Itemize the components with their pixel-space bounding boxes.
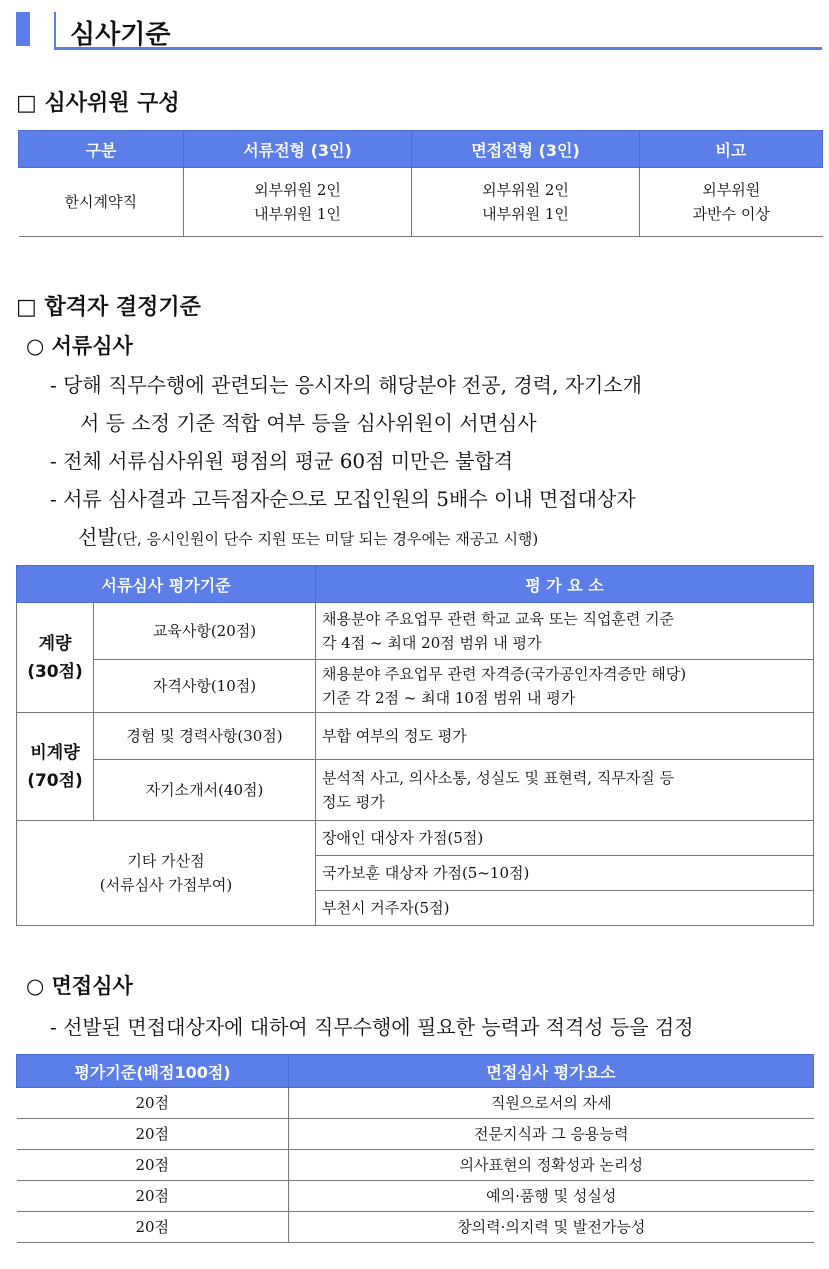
intro-desc-line2: 정도 평가 [322,793,385,811]
interview-table [16,1054,814,1243]
section-heading-criteria: □ 합격자 결정기준 [16,295,201,320]
table-row [17,1119,814,1150]
score-cell: 20점 [17,1150,289,1181]
score-cell: 20점 [17,1181,289,1212]
section-heading-committee: □ 심사위원 구성 [16,91,180,116]
col-header-note: 비고 [640,131,823,168]
item-self-intro-desc [316,760,814,821]
edu-desc-line2: 각 4점 ~ 최대 20점 범위 내 평가 [322,634,542,652]
committee-table-header [19,131,823,168]
cert-desc-line1: 채용분야 주요업무 관련 자격증(국가공인자격증만 해당) [322,665,687,683]
group-quant-label: 계량 [38,633,72,654]
table-row [17,1150,814,1181]
item-self-intro: 자기소개서(40점) [94,760,316,821]
doc-bullet-2: - 전체 서류심사위원 평점의 평균 60점 미만은 불합격 [50,449,514,473]
table-row [17,660,814,713]
int-internal: 내부위원 1인 [482,205,569,223]
intro-desc-line1: 분석적 사고, 의사소통, 성실도 및 표현력, 직무자질 등 [322,769,674,787]
bonus-veteran: 국가보훈 대상자 가점(5~10점) [316,856,814,891]
cell-interview [412,168,640,237]
cell-type: 한시계약직 [19,168,184,237]
cell-doc [184,168,412,237]
bonus-disabled: 장애인 대상자 가점(5점) [316,821,814,856]
table-row [17,821,814,856]
table-row [17,760,814,821]
note-line1: 외부위원 [702,181,761,199]
interview-heading: ○ 면접심사 [26,973,133,998]
interview-bullet: - 선발된 면접대상자에 대하여 직무수행에 필요한 능력과 적격성 등을 검정 [50,1015,694,1039]
doc-bullet-1-line2: 서 등 소정 기준 적합 여부 등을 심사위원이 서면심사 [80,411,537,435]
col-header-elements: 평 가 요 소 [316,566,814,603]
doc-bullet-3-line2 [78,519,538,557]
table-row [17,1212,814,1243]
item-experience-desc: 부합 여부의 정도 평가 [316,713,814,760]
doc-external: 외부위원 2인 [254,181,341,199]
element-cell: 전문지식과 그 응용능력 [289,1119,814,1150]
item-education: 교육사항(20점) [94,603,316,660]
group-nonquant-points: (70점) [27,770,83,791]
element-cell: 의사표현의 정확성과 논리성 [289,1150,814,1181]
bonus-group [17,821,316,926]
doc-criteria-table [16,565,814,926]
note-line2: 과반수 이상 [692,205,770,223]
col-header-interview: 면접전형 (3인) [412,131,640,168]
table-row [17,1181,814,1212]
header-accent-line [54,12,56,49]
bonus-group-label: 기타 가산점 [127,852,205,870]
cell-note [640,168,823,237]
group-nonquant-label: 비계량 [30,742,80,763]
cert-desc-line2: 기준 각 2점 ~ 최대 10점 범위 내 평가 [322,689,576,707]
score-cell: 20점 [17,1212,289,1243]
item-certificate-desc [316,660,814,713]
bonus-resident: 부천시 거주자(5점) [316,891,814,926]
doc-internal: 내부위원 1인 [254,205,341,223]
doc-bullet-3-note: (단, 응시인원이 단수 지원 또는 미달 되는 경우에는 재공고 시행) [116,530,539,548]
edu-desc-line1: 채용분야 주요업무 관련 학교 교육 또는 직업훈련 기준 [322,610,675,628]
col-header-criteria: 서류심사 평가기준 [17,566,316,603]
bonus-group-note: (서류심사 가점부여) [99,876,233,894]
doc-criteria-header [17,566,814,603]
table-row [17,713,814,760]
score-cell: 20점 [17,1119,289,1150]
page-title: 심사기준 [70,20,171,50]
doc-review-heading: ○ 서류심사 [26,333,133,358]
table-row [19,168,823,237]
int-external: 외부위원 2인 [482,181,569,199]
element-cell: 예의·품행 및 성실성 [289,1181,814,1212]
header-accent-block [16,12,30,46]
score-cell: 20점 [17,1088,289,1119]
col-header-interview-elements: 면접심사 평가요소 [289,1055,814,1088]
page-header [16,12,822,50]
element-cell: 창의력·의지력 및 발전가능성 [289,1212,814,1243]
table-row [17,1088,814,1119]
table-row [17,603,814,660]
doc-bullet-3-line1: - 서류 심사결과 고득점자순으로 모집인원의 5배수 이내 면접대상자 [50,487,636,511]
group-quant [17,603,94,713]
col-header-doc: 서류전형 (3인) [184,131,412,168]
element-cell: 직원으로서의 자세 [289,1088,814,1119]
interview-table-header [17,1055,814,1088]
col-header-score: 평가기준(배점100점) [17,1055,289,1088]
committee-table [18,130,823,237]
item-certificate: 자격사항(10점) [94,660,316,713]
item-education-desc [316,603,814,660]
group-quant-points: (30점) [27,661,83,682]
doc-bullet-1-line1: - 당해 직무수행에 관련되는 응시자의 해당분야 전공, 경력, 자기소개 [50,373,642,397]
group-nonquant [17,713,94,821]
item-experience: 경험 및 경력사항(30점) [94,713,316,760]
doc-bullet-3-text: 선발 [78,525,117,549]
col-header-type: 구분 [19,131,184,168]
